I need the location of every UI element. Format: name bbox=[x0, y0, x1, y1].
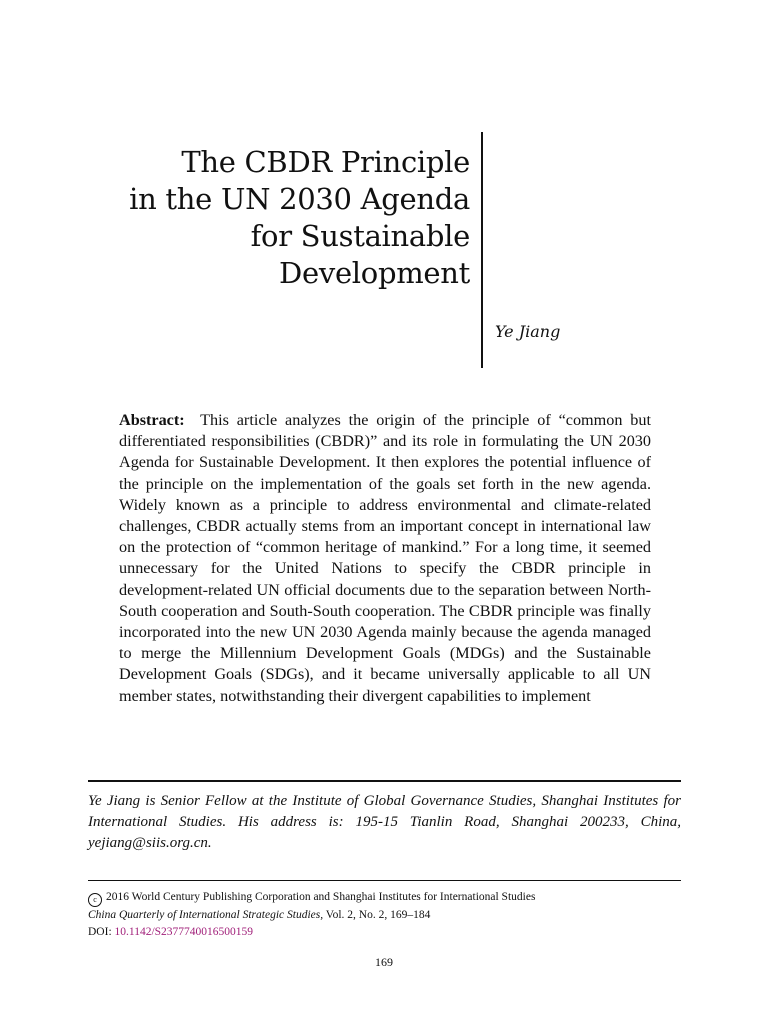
author-bio: Ye Jiang is Senior Fellow at the Institute of Global Governance Studies, Shanghai Institutes for International Studies. His address is: 195-15 Tianlin Road, Shanghai 200233, China, yejiang@siis.org.cn. bbox=[88, 793, 681, 851]
citation-details: Vol. 2, No. 2, 169–184 bbox=[325, 909, 431, 921]
copyright-icon: c bbox=[88, 893, 102, 907]
footnote-divider bbox=[88, 780, 681, 782]
title-line-4: Development bbox=[279, 256, 470, 290]
journal-name: China Quarterly of International Strategic Studies, bbox=[88, 909, 324, 921]
title-line-1: The CBDR Principle bbox=[181, 145, 470, 179]
title-line-2: in the UN 2030 Agenda bbox=[129, 182, 470, 216]
doi-line bbox=[88, 924, 681, 941]
article-title bbox=[90, 144, 470, 292]
title-line-3: for Sustainable bbox=[250, 219, 470, 253]
doi-link[interactable]: 10.1142/S2377740016500159 bbox=[114, 926, 254, 938]
meta-divider bbox=[88, 880, 681, 881]
abstract-label: Abstract: bbox=[119, 411, 185, 429]
author-name: Ye Jiang bbox=[495, 322, 561, 341]
abstract bbox=[119, 410, 651, 707]
copyright-text: 2016 World Century Publishing Corporation and Shanghai Institutes for International Studies bbox=[106, 891, 536, 903]
title-divider bbox=[481, 132, 483, 368]
abstract-text: This article analyzes the origin of the principle of “common but differentiated responsibilities (CBDR)” and its role in formulating the UN 2030 Agenda for Sustainable Development. It then explores the potential influence of the principle on the implementation of the goals set forth in the new agenda. Widely known as a principle to address environmental and climate-related challenges, CBDR actually stems from an important concept in international law on the protection of “common heritage of mankind.” For a long time, it seemed unnecessary for the United Nations to specify the CBDR principle in development-related UN official documents due to the separation between North-South cooperation and South-South cooperation. The CBDR principle was finally incorporated into the new UN 2030 Agenda mainly because the agenda managed to merge the Millennium Development Goals (MDGs) and the Sustainable Development Goals (SDGs), and it became universally applicable to all UN member states, notwithstanding their divergent capabilities to implement bbox=[119, 411, 651, 705]
citation-line bbox=[88, 907, 681, 924]
publication-meta bbox=[88, 889, 681, 941]
page-number: 169 bbox=[375, 955, 393, 969]
doi-label: DOI: bbox=[88, 926, 112, 938]
copyright-line bbox=[88, 889, 681, 907]
